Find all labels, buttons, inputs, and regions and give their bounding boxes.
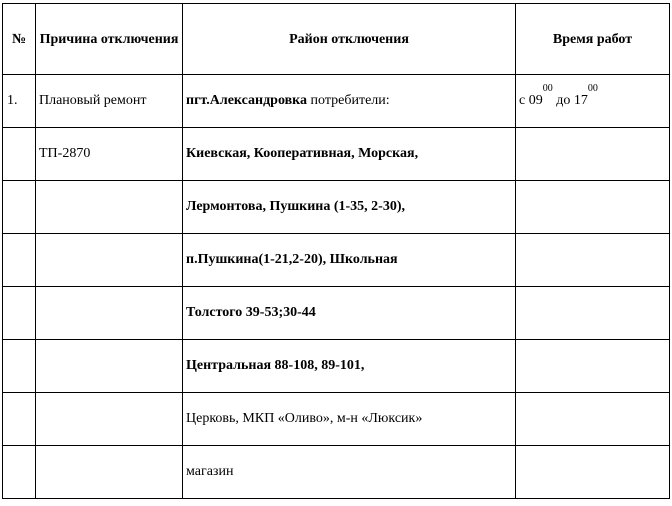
row-time (516, 181, 670, 234)
row-time (516, 393, 670, 446)
row-reason (36, 287, 183, 340)
row-number (3, 393, 36, 446)
table-row (3, 287, 670, 340)
area-normal-text: Церковь, МКП «Оливо», м-н «Люксик» (186, 411, 423, 426)
row-area (183, 75, 516, 128)
area-bold-text: п.Пушкина(1-21,2-20), Школьная (186, 252, 398, 267)
row-time (516, 128, 670, 181)
header-area: Район отключения (183, 4, 516, 75)
table-row (3, 75, 670, 128)
table-header-row (3, 4, 670, 75)
row-number (3, 340, 36, 393)
area-bold-text: Толстого 39-53;30-44 (186, 305, 316, 320)
row-reason: ТП-2870 (36, 128, 183, 181)
time-start-minutes: 00 (542, 83, 553, 94)
table-row (3, 128, 670, 181)
area-normal-text: магазин (186, 464, 234, 479)
time-prefix: с 09 (519, 93, 543, 108)
row-time (516, 75, 670, 128)
table-row (3, 446, 670, 499)
row-reason: Плановый ремонт (36, 75, 183, 128)
header-number: № (3, 4, 36, 75)
table-row (3, 181, 670, 234)
row-number (3, 128, 36, 181)
row-number (3, 287, 36, 340)
row-reason (36, 446, 183, 499)
row-number: 1. (3, 75, 36, 128)
row-reason (36, 181, 183, 234)
row-time (516, 446, 670, 499)
outage-table (2, 3, 670, 499)
row-area (183, 340, 516, 393)
row-time (516, 340, 670, 393)
time-end-minutes: 00 (587, 83, 598, 94)
table-row (3, 393, 670, 446)
row-area (183, 181, 516, 234)
area-bold-text: пгт.Александровка (186, 93, 308, 108)
row-area (183, 234, 516, 287)
table-row (3, 340, 670, 393)
row-number (3, 446, 36, 499)
row-time (516, 234, 670, 287)
area-bold-text: Киевская, Кооперативная, Морская, (186, 146, 419, 161)
row-area (183, 287, 516, 340)
row-number (3, 181, 36, 234)
row-area (183, 128, 516, 181)
table-row (3, 234, 670, 287)
row-number (3, 234, 36, 287)
row-reason (36, 234, 183, 287)
time-middle: до 17 (552, 93, 588, 108)
row-reason (36, 393, 183, 446)
area-normal-text: потребители: (307, 93, 390, 108)
row-time (516, 287, 670, 340)
row-area (183, 393, 516, 446)
row-area (183, 446, 516, 499)
area-bold-text: Лермонтова, Пушкина (1-35, 2-30), (186, 199, 406, 214)
header-reason: Причина отключения (36, 4, 183, 75)
row-reason (36, 340, 183, 393)
area-bold-text: Центральная 88-108, 89-101, (186, 358, 365, 373)
header-time: Время работ (516, 4, 670, 75)
